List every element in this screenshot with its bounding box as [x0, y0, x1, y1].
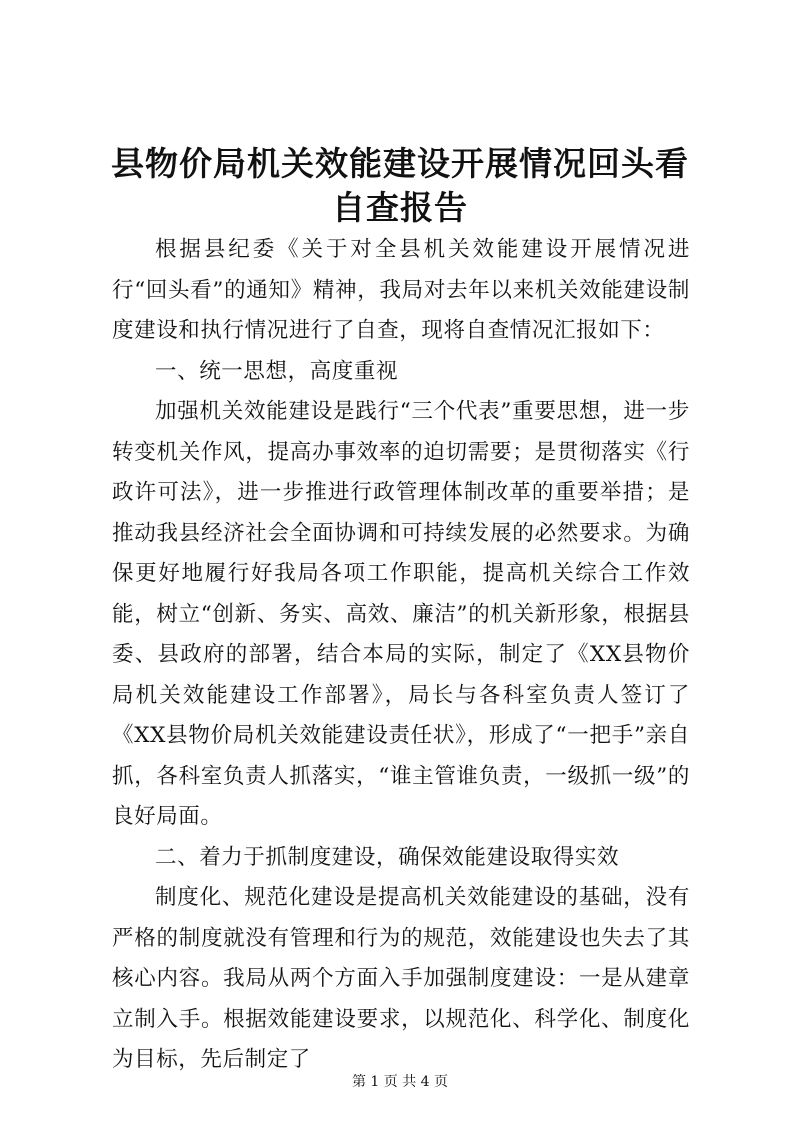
paragraph-section-2: 制度化、规范化建设是提高机关效能建设的基础，没有严格的制度就没有管理和行为的规范，效能建设也失去了其核心内容。我局从两个方面入手加强制度建设：一是从建章立制入手。根据效能建设要求，以规范化、科学化、制度化为目标，先后制定了 [112, 885, 690, 1072]
section-heading-2: 二、着力于抓制度建设，确保效能建设取得实效 [155, 844, 620, 870]
section-heading-1: 一、统一思想，高度重视 [155, 358, 399, 384]
document-title: 县物价局机关效能建设开展情况回头看自查报告 [111, 144, 689, 227]
document-body [112, 230, 690, 1081]
paragraph-section-1: 加强机关效能建设是践行“三个代表”重要思想，进一步转变机关作风，提高办事效率的迫切需要；是贯彻落实《行政许可法》，进一步推进行政管理体制改革的重要举措；是推动我县经济社会全面协调和可持续发展的必然要求。为确保更好地履行好我局各项工作职能，提高机关综合工作效能，树立“创新、务实、高效、廉洁”的机关新形象，根据县委、县政府的部署，结合本局的实际，制定了《XX县物价局机关效能建设工作部署》，局长与各科室负责人签订了《XX县物价局机关效能建设责任状》，形成了“一把手”亲自抓，各科室负责人抓落实，“谁主管谁负责，一级抓一级”的良好局面。 [112, 399, 690, 829]
paragraph-intro: 根据县纪委《关于对全县机关效能建设开展情况进行“回头看”的通知》精神，我局对去年以来机关效能建设制度建设和执行情况进行了自查，现将自查情况汇报如下： [112, 237, 690, 343]
page-number-footer: 第 1 页 共 4 页 [351, 1074, 449, 1090]
